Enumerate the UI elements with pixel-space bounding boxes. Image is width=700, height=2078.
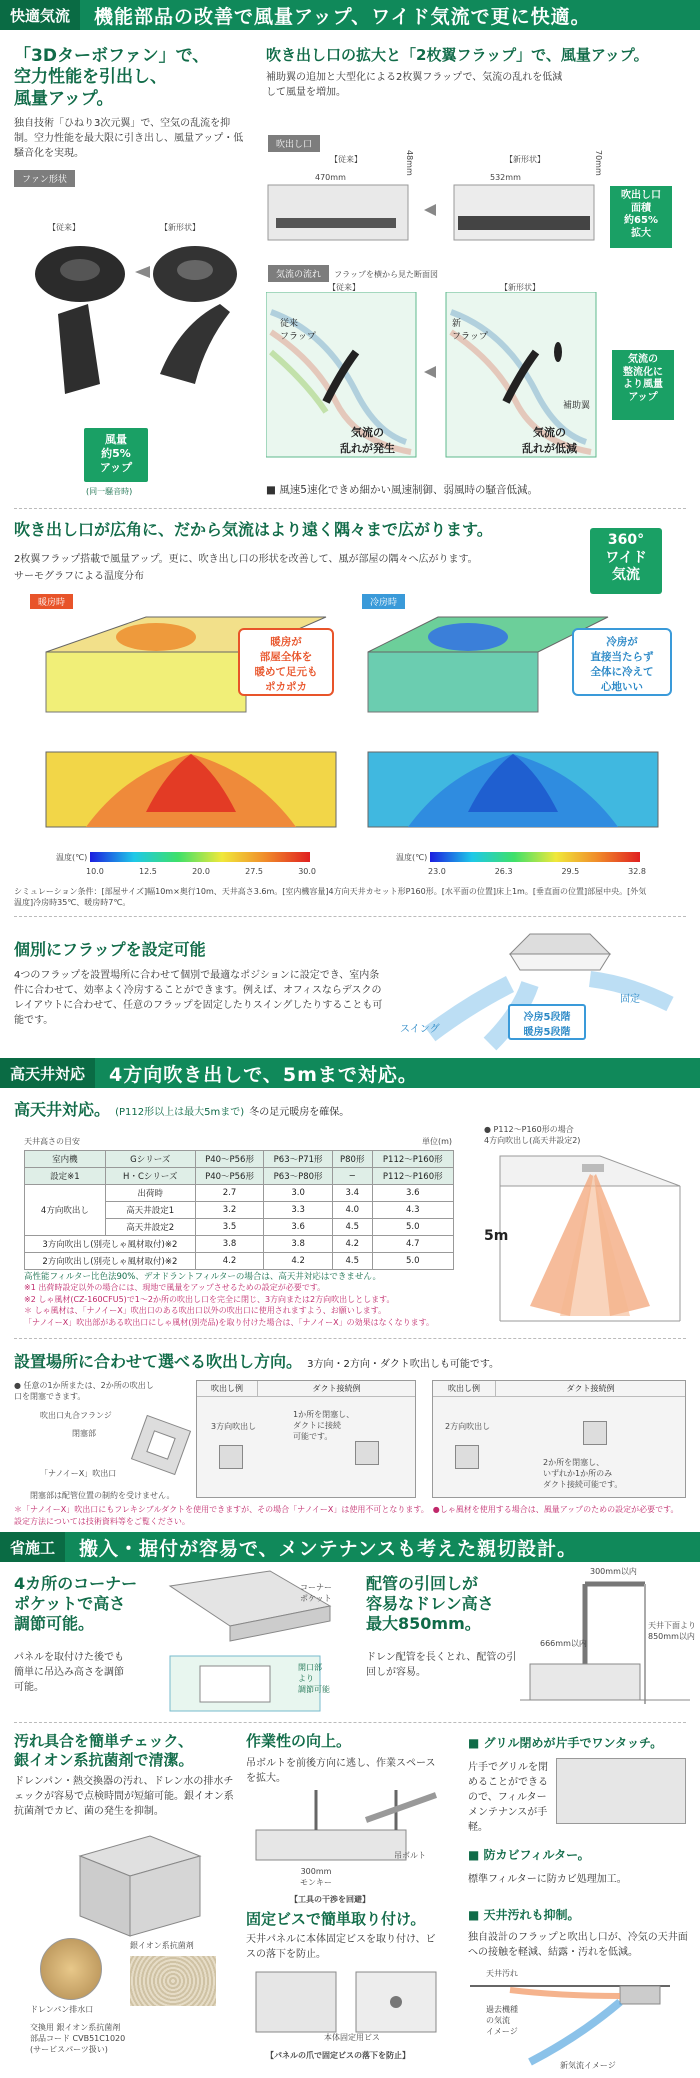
figure-caption: ● P112〜P160形の場合 4方向吹出し(高天井設定2) <box>484 1125 581 1146</box>
grill-photo <box>556 1758 686 1824</box>
cool-tick: 26.3 <box>494 867 513 876</box>
table-cell: 3方向吹出し(別売しゃ風材取付)※2 <box>25 1236 196 1253</box>
table-cell: 3.8 <box>195 1236 264 1253</box>
outlet-top-view <box>126 1410 196 1480</box>
table-cell: 3.3 <box>264 1202 333 1219</box>
ceiling-height-table <box>24 1150 454 1270</box>
height-5m-label: 5m <box>484 1228 509 1244</box>
table-cell: 4.0 <box>332 1202 372 1219</box>
mold-title: ■ 防カビフィルター。 <box>468 1848 590 1862</box>
table-row <box>25 1185 454 1202</box>
screw-caption: 【パネルの爪で固定ビスの落下を防止】 <box>266 2051 410 2060</box>
thermo-label: サーモグラフによる温度分布 <box>14 571 144 582</box>
table-cell: P40〜P56形 <box>195 1151 264 1168</box>
grill-body: 片手でグリルを閉めることができるので、フィルターメンテナンスが手軽。 <box>468 1762 548 1833</box>
screw-body: 天井パネルに本体固定ビスを取り付け、ビスの落下を防止。 <box>246 1934 436 1960</box>
table-cell: 設定※1 <box>25 1168 106 1185</box>
flow-new-label: 【新形状】 <box>500 283 540 292</box>
fan-old-label: 【従来】 <box>48 223 80 232</box>
outlet-icon <box>219 1445 243 1469</box>
outlet-sub: 3方向・2方向・ダクト吹出しも可能です。 <box>307 1359 500 1370</box>
heat-scale-ticks <box>86 866 316 877</box>
table-cell: 4.7 <box>372 1236 453 1253</box>
outlet-65-badge: 吹出し口 面積 約65% 拡大 <box>610 186 672 248</box>
section-heading: 機能部品の改善で風量アップ、ワイド気流で更に快適。 <box>94 5 591 28</box>
bolt-label: 吊ボルト <box>394 1851 426 1860</box>
ex-header: 吹出し例 <box>448 1384 480 1393</box>
old-flow-label: 過去機種 の気流 イメージ <box>486 2005 518 2037</box>
section-header-comfort <box>0 0 700 30</box>
work-caption: 【工具の干渉を回避】 <box>290 1895 370 1904</box>
note-3: ＊ しゃ風材は、「ナノイーX」吹出口のある吹出口以外の吹出口に使用されますよう、お願いします。 <box>24 1306 387 1316</box>
heat-scale-bar <box>90 852 310 862</box>
table-cell: H・Cシリーズ <box>105 1168 195 1185</box>
closing-label: 閉塞部 <box>72 1429 96 1438</box>
grill-title: ■ グリル閉めが片手でワンタッチ。 <box>468 1736 663 1750</box>
note-1: ※1 出荷時設定以外の場合には、現地で風量をアップさせるための設定が必要です。 <box>24 1283 326 1292</box>
table-cell: Gシリーズ <box>105 1151 195 1168</box>
flange-label: 吹出口丸合フランジ <box>40 1411 112 1420</box>
flap-title: 吹き出し口の拡大と「2枚翼フラップ」で、風量アップ。 <box>266 46 649 64</box>
table-cell: 4.2 <box>332 1236 372 1253</box>
table-unit: 単位(m) <box>422 1137 453 1146</box>
table-cell: P112〜P160形 <box>372 1168 453 1185</box>
cooling-label: 冷房時 <box>362 594 405 609</box>
table-cell: 4.5 <box>332 1253 372 1270</box>
heating-message: 暖房が 部屋全体を 暖めて足元も ポカポカ <box>238 628 334 696</box>
fan-speed-note: ■ 風速5速化できめ細かい風速制御、弱風時の騒音低減。 <box>266 484 538 496</box>
work-title: 作業性の向上。 <box>246 1732 352 1750</box>
new-flap-label: 新 フラップ <box>452 319 488 342</box>
high-title: 高天井対応。 <box>14 1100 111 1119</box>
table-cell: 3.0 <box>264 1185 333 1202</box>
cool-tick: 32.8 <box>628 867 646 876</box>
silver-agent-photo <box>130 1956 216 2006</box>
heat-tick: 30.0 <box>298 867 316 876</box>
drain-pan-illustration <box>60 1826 210 1946</box>
section-heading: 搬入・据付が容易で、メンテナンスも考えた親切設計。 <box>79 1537 578 1560</box>
table-cell: 4.2 <box>264 1253 333 1270</box>
duct-header: ダクト接続例 <box>495 1381 685 1396</box>
corner-title: 4カ所のコーナー ポケットで高さ 調節可能。 <box>14 1574 138 1633</box>
table-cell: P63〜P80形 <box>264 1168 333 1185</box>
flap-block <box>266 46 696 100</box>
bolt-illustration <box>246 1790 446 1880</box>
cool-scale-ticks <box>428 866 646 877</box>
table-cell: 2.7 <box>195 1185 264 1202</box>
table-cell: − <box>332 1168 372 1185</box>
table-cell: 3.6 <box>264 1219 333 1236</box>
heat-tick: 12.5 <box>139 867 157 876</box>
heating-label: 暖房時 <box>30 594 73 609</box>
outlet-title-row <box>14 1352 499 1372</box>
old-flap-label: 従来 フラップ <box>280 319 316 342</box>
turbo-body: 独自技術「ひねり3次元翼」で、空気の乱流を抑制。空力性能を最大限に引き出し、風量アップ・低騒音化を実現。 <box>14 117 244 159</box>
note-2: ※2 しゃ風材(CZ-160CFU5)で1〜2か所の吹出し口を完全に閉じ、3方向または2方向吹出しとします。 <box>24 1294 395 1304</box>
outlet-new: 【新形状】 <box>505 155 545 164</box>
heat-tick: 10.0 <box>86 867 104 876</box>
outlet-3way-panel <box>196 1380 416 1498</box>
table-row <box>25 1151 454 1168</box>
airflow-5-badge: 風量 約5% アップ <box>84 428 148 482</box>
indiv-body: 4つのフラップを設置場所に合わせて個別で最適なポジションに設定でき、室内条件に合わせて、効率よく冷房することができます。例えば、オフィスならデスクのレイアウトに合わせて、任意のフラップを固定したりスイングしたりすることも可能です。 <box>14 970 383 1026</box>
table-cell: 5.0 <box>372 1253 453 1270</box>
ceiling-body: 独自設計のフラップと吹出し口が、冷気の天井面への接触を軽減、結露・汚れを低減。 <box>468 1932 688 1958</box>
outlet-icon <box>455 1445 479 1469</box>
cool-scale-label: 温度(℃) <box>396 853 428 862</box>
cooling-message: 冷房が 直接当たらず 全体に冷えて 心地いい <box>572 628 672 696</box>
heat-tick: 27.5 <box>245 867 263 876</box>
outlet-label: 吹出し口 <box>268 135 320 152</box>
table-cell: 3.8 <box>264 1236 333 1253</box>
fixed-label: 固定 <box>620 994 640 1005</box>
rectify-badge: 気流の 整流化に より風量 アップ <box>612 350 674 420</box>
steps-box: 冷房5段階 暖房5段階 <box>508 1004 586 1040</box>
simulation-conditions: シミュレーション条件：[部屋サイズ]幅10m×奥行10m、天井高さ3.6m。[室内機容量]4方向天井カセット形P160形。[水平面の位置]床上1m。[垂直面の位置]部屋中央。[外気温度]冷房時35℃、暖房時7℃。 <box>14 887 647 908</box>
section-tag: 高天井対応 <box>0 1058 95 1088</box>
table-cell: 出荷時 <box>105 1185 195 1202</box>
disturbance-new: 気流の 乱れが低減 <box>522 426 577 455</box>
aux-wing-label: 補助翼 <box>563 401 591 411</box>
duct-2way-note: 2か所を閉塞し、 いずれか1か所のみ ダクト接続可能です。 <box>543 1458 623 1490</box>
drain-title: 配管の引回しが 容易なドレン高さ 最大850mm。 <box>366 1574 494 1633</box>
table-cell: 高天井設定1 <box>105 1202 195 1219</box>
fan-label: ファン形状 <box>14 170 75 187</box>
table-cell: 5.0 <box>372 1219 453 1236</box>
indiv-title: 個別にフラップを設定可能 <box>14 940 206 959</box>
heat-tick: 20.0 <box>192 867 210 876</box>
outlet-title: 設置場所に合わせて選べる吹出し方向。 <box>14 1352 303 1371</box>
outlet-pink-note: ＊「ナノイーX」吹出口にもフレキシブルダクトを使用できますが、その場合「ナノイーX」は使用不可となります。 ●しゃ風材を使用する場合は、風量アップのための設定が必要です。設定方法については技術資料等をご覧ください。 <box>14 1505 679 1526</box>
drain-dim-850: 天井下面より 850mm以内 <box>648 1621 696 1642</box>
ex-3way: 3方向吹出し <box>211 1422 257 1431</box>
fan-illustration <box>30 234 240 404</box>
outlet-note1: ● 任意の1か所または、2か所の吹出し口を閉塞できます。 <box>14 1381 154 1402</box>
drain-dim-666: 666mm以内 <box>540 1639 587 1648</box>
table-cell: 4.5 <box>332 1219 372 1236</box>
new-flow-label: 新気流イメージ <box>560 2061 616 2070</box>
wide-body: 2枚翼フラップ搭載で風量アップ。更に、吹き出し口の形状を改善して、風が部屋の隅々へ広がります。 <box>14 554 478 565</box>
dirt-body: ドレンパン・熱交換器の汚れ、ドレン水の排水チェックが容易で点検時間が短縮可能。銀イオン系抗菌剤でカビ、菌の発生を抑制。 <box>14 1776 234 1817</box>
high-notes <box>24 1270 464 1328</box>
table-cell: 3.2 <box>195 1202 264 1219</box>
table-cell: 2方向吹出し(別売しゃ風材取付)※2 <box>25 1253 196 1270</box>
silver-label: 銀イオン系抗菌剤 <box>130 1941 194 1950</box>
wide-360-badge: 360° ワイド 気流 <box>590 528 662 594</box>
height-old: 48mm <box>405 150 415 176</box>
filter-note: 高性能フィルター比色法90%、デオドラントフィルターの場合は、高天井対応はできません。 <box>24 1272 381 1282</box>
table-cell: 4.2 <box>195 1253 264 1270</box>
section-tag: 省施工 <box>0 1532 65 1562</box>
turbo-fan-block <box>14 46 244 187</box>
table-row <box>25 1168 454 1185</box>
outlet-compare-illustration <box>266 180 606 250</box>
work-body: 吊ボルトを前後方向に逃し、作業スペースを拡大。 <box>246 1758 436 1784</box>
mold-body: 標準フィルターに防カビ処理加工。 <box>468 1874 627 1885</box>
section-heading: 4方向吹き出しで、5mまで対応。 <box>109 1063 418 1086</box>
ceiling-title: ■ 天井汚れも抑制。 <box>468 1908 580 1922</box>
ceiling-dirt-label: 天井汚れ <box>486 1969 518 1978</box>
section-header-easy-install <box>0 1532 700 1562</box>
table-cell: P40〜P56形 <box>195 1168 264 1185</box>
outlet-icon <box>355 1441 379 1465</box>
high-ceiling-figure <box>490 1146 690 1326</box>
outlet-2way-panel <box>432 1380 686 1498</box>
flow-label: 気流の流れ <box>268 265 329 282</box>
table-caption: 天井高さの目安 <box>24 1137 80 1146</box>
flow-caption: フラップを横から見た断面図 <box>334 270 438 279</box>
table-cell: 室内機 <box>25 1151 106 1168</box>
ex-2way: 2方向吹出し <box>445 1422 491 1431</box>
screw-illustration <box>246 1962 446 2042</box>
table-cell: 3.4 <box>332 1185 372 1202</box>
high-ceiling-title <box>14 1100 349 1120</box>
table-row <box>25 1236 454 1253</box>
wide-title: 吹き出し口が広角に、だから気流はより遠く隅々まで広がります。 <box>14 520 493 539</box>
duct-3way-note: 1か所を閉塞し、 ダクトに接続 可能です。 <box>293 1410 355 1442</box>
table-row <box>25 1253 454 1270</box>
height-new: 70mm <box>594 150 604 176</box>
cool-scale-bar <box>430 852 640 862</box>
high-title-small: (P112形以上は最大5mまで) <box>115 1107 245 1118</box>
section-header-high-ceiling <box>0 1058 700 1088</box>
table-cell: P80形 <box>332 1151 372 1168</box>
duct-header: ダクト接続例 <box>257 1381 415 1396</box>
closing-freedom-note: 閉塞部は配管位置の制約を受けません。 <box>30 1491 175 1500</box>
drain-outlet-label: ドレンパン排水口 <box>30 2005 94 2014</box>
cool-tick: 29.5 <box>561 867 580 876</box>
drain-outlet-photo <box>40 1938 102 2000</box>
heat-scale-label: 温度(℃) <box>56 853 88 862</box>
table-cell: 4.3 <box>372 1202 453 1219</box>
outlet-icon <box>583 1421 607 1445</box>
drain-dim-300: 300mm以内 <box>590 1567 637 1576</box>
fan-new-label: 【新形状】 <box>160 223 200 232</box>
cool-tick: 23.0 <box>428 867 446 876</box>
high-title-rest: 冬の足元暖房を確保。 <box>249 1107 350 1118</box>
disturbance-old: 気流の 乱れが発生 <box>340 426 395 455</box>
dirt-title: 汚れ具合を簡単チェック、 銀イオン系抗菌剤で清潔。 <box>14 1732 194 1769</box>
table-cell: P112〜P160形 <box>372 1151 453 1168</box>
table-cell: P63〜P71形 <box>264 1151 333 1168</box>
width-new: 532mm <box>490 173 521 182</box>
drain-body: ドレン配管を長くとれ、配管の引回しが容易。 <box>366 1652 517 1678</box>
flap-body: 補助翼の追加と大型化による2枚翼フラップで、気流の乱れを低減して風量を増加。 <box>266 71 563 98</box>
turbo-title: 「3Dターボファン」で、 空力性能を引出し、 風量アップ。 <box>14 46 210 109</box>
table-cell: 高天井設定2 <box>105 1219 195 1236</box>
table-cell: 3.6 <box>372 1185 453 1202</box>
screw-title: 固定ビスで簡単取り付け。 <box>246 1910 426 1928</box>
monkey-dim: 300mm モンキー <box>300 1867 332 1888</box>
corner-pocket-label: コーナー ポケット <box>300 1583 332 1604</box>
outlet-old: 【従来】 <box>330 155 362 164</box>
screw-label: 本体固定用ビス <box>324 2033 380 2042</box>
flow-old-label: 【従来】 <box>328 283 360 292</box>
swing-label: スイング <box>400 1024 440 1035</box>
corner-body: パネルを取付けた後でも簡単に吊込み高さを調節可能。 <box>14 1652 124 1693</box>
badge-note: (同一騒音時) <box>86 487 133 496</box>
note-4: 「ナノイーX」吹出部がある吹出口にしゃ風材(別売品)を取り付けた場合は、「ナノイーX」の効果はなくなります。 <box>24 1317 434 1327</box>
width-old: 470mm <box>315 173 346 182</box>
ex-header: 吹出し例 <box>211 1384 243 1393</box>
nano-outlet-label: 「ナノイーX」吹出口 <box>40 1469 117 1478</box>
opening-label: 開口部 より 調節可能 <box>298 1663 330 1695</box>
table-cell: 4方向吹出し <box>25 1185 106 1236</box>
table-cell: 3.5 <box>195 1219 264 1236</box>
section-tag: 快適気流 <box>0 0 80 30</box>
part-code: 交換用 銀イオン系抗菌剤 部品コード CVB51C1020 (サービスパーツ扱い) <box>30 2023 126 2055</box>
